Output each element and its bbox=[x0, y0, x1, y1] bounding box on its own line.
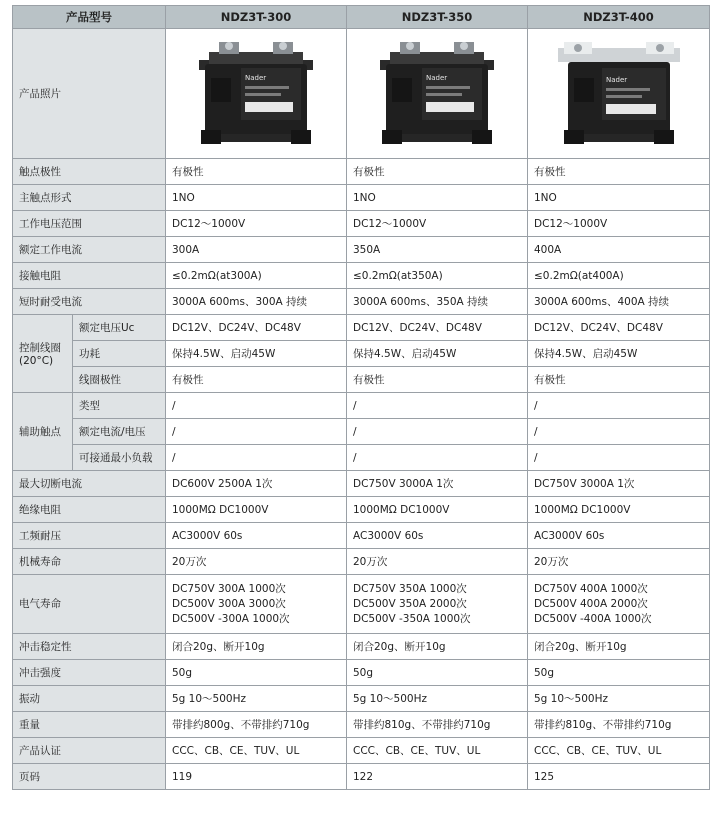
page-number-link[interactable]: 125 bbox=[528, 764, 710, 790]
sub-label: 额定电压Uc bbox=[73, 315, 166, 341]
contactor-photo-icon bbox=[181, 38, 331, 150]
spec-value: DC600V 2500A 1次 bbox=[166, 471, 347, 497]
spec-row bbox=[13, 211, 710, 237]
spec-value: 闭合20g、断开10g bbox=[528, 634, 710, 660]
spec-value: AC3000V 60s bbox=[166, 523, 347, 549]
model-name: NDZ3T-300 bbox=[166, 6, 347, 29]
row-label: 短时耐受电流 bbox=[13, 289, 166, 315]
brand-label: Nader bbox=[245, 73, 267, 82]
spec-value: / bbox=[166, 445, 347, 471]
spec-row bbox=[13, 686, 710, 712]
spec-value: 有极性 bbox=[347, 159, 528, 185]
row-label: 主触点形式 bbox=[13, 185, 166, 211]
spec-value: 有极性 bbox=[166, 159, 347, 185]
spec-line: DC500V -350A 1000次 bbox=[353, 612, 471, 625]
spec-value: / bbox=[528, 393, 710, 419]
row-label: 产品照片 bbox=[13, 29, 166, 159]
aux-row bbox=[13, 445, 710, 471]
header-title: 产品型号 bbox=[13, 6, 166, 29]
spec-table bbox=[12, 5, 710, 790]
spec-value: ≤0.2mΩ(at350A) bbox=[347, 263, 528, 289]
row-label: 产品认证 bbox=[13, 738, 166, 764]
coil-label-line: 控制线圈 bbox=[19, 342, 61, 354]
contactor-photo-icon bbox=[544, 38, 694, 150]
spec-value: CCC、CB、CE、TUV、UL bbox=[166, 738, 347, 764]
row-label: 触点极性 bbox=[13, 159, 166, 185]
spec-line: DC500V 400A 2000次 bbox=[534, 597, 648, 610]
row-label: 重量 bbox=[13, 712, 166, 738]
spec-line: DC500V -300A 1000次 bbox=[172, 612, 290, 625]
spec-value: DC12～1000V bbox=[347, 211, 528, 237]
spec-value: 5g 10～500Hz bbox=[528, 686, 710, 712]
page-number-link[interactable]: 122 bbox=[347, 764, 528, 790]
spec-value: 20万次 bbox=[528, 549, 710, 575]
spec-value-multi bbox=[347, 575, 528, 634]
spec-value: 闭合20g、断开10g bbox=[347, 634, 528, 660]
photo-row bbox=[13, 29, 710, 159]
spec-value: 50g bbox=[347, 660, 528, 686]
spec-value: ≤0.2mΩ(at300A) bbox=[166, 263, 347, 289]
spec-value: 3000A 600ms、400A 持续 bbox=[528, 289, 710, 315]
spec-value: / bbox=[347, 419, 528, 445]
spec-value: 50g bbox=[528, 660, 710, 686]
spec-value: 有极性 bbox=[347, 367, 528, 393]
spec-value: / bbox=[528, 445, 710, 471]
spec-value: / bbox=[528, 419, 710, 445]
spec-row bbox=[13, 660, 710, 686]
product-photo bbox=[166, 29, 347, 159]
spec-value: 20万次 bbox=[166, 549, 347, 575]
product-photo bbox=[347, 29, 528, 159]
spec-value: 带排约810g、不带排约710g bbox=[347, 712, 528, 738]
aux-row bbox=[13, 393, 710, 419]
spec-value: 带排约810g、不带排约710g bbox=[528, 712, 710, 738]
spec-value: 有极性 bbox=[166, 367, 347, 393]
spec-row bbox=[13, 471, 710, 497]
spec-row bbox=[13, 549, 710, 575]
sub-label: 功耗 bbox=[73, 341, 166, 367]
spec-value: 1NO bbox=[166, 185, 347, 211]
spec-value: 350A bbox=[347, 237, 528, 263]
spec-value: 1000MΩ DC1000V bbox=[166, 497, 347, 523]
coil-row bbox=[13, 315, 710, 341]
spec-line: DC500V 300A 3000次 bbox=[172, 597, 286, 610]
spec-value: 50g bbox=[166, 660, 347, 686]
contactor-photo-icon bbox=[362, 38, 512, 150]
brand-label: Nader bbox=[605, 75, 627, 84]
spec-value: 保持4.5W、启动45W bbox=[166, 341, 347, 367]
spec-line: DC750V 400A 1000次 bbox=[534, 582, 648, 595]
spec-line: DC500V -400A 1000次 bbox=[534, 612, 652, 625]
row-label: 页码 bbox=[13, 764, 166, 790]
spec-row bbox=[13, 764, 710, 790]
row-label: 工频耐压 bbox=[13, 523, 166, 549]
page-number-link[interactable]: 119 bbox=[166, 764, 347, 790]
spec-value: / bbox=[166, 419, 347, 445]
spec-value: DC12V、DC24V、DC48V bbox=[166, 315, 347, 341]
spec-value: AC3000V 60s bbox=[347, 523, 528, 549]
row-label: 最大切断电流 bbox=[13, 471, 166, 497]
spec-value: CCC、CB、CE、TUV、UL bbox=[528, 738, 710, 764]
spec-value: 300A bbox=[166, 237, 347, 263]
spec-value: 闭合20g、断开10g bbox=[166, 634, 347, 660]
aux-group-label: 辅助触点 bbox=[13, 393, 73, 471]
row-label: 振动 bbox=[13, 686, 166, 712]
spec-value-multi bbox=[166, 575, 347, 634]
spec-row bbox=[13, 185, 710, 211]
row-label: 电气寿命 bbox=[13, 575, 166, 634]
spec-value: 保持4.5W、启动45W bbox=[528, 341, 710, 367]
spec-row bbox=[13, 712, 710, 738]
spec-value: 20万次 bbox=[347, 549, 528, 575]
spec-value: DC12V、DC24V、DC48V bbox=[528, 315, 710, 341]
spec-value: 1NO bbox=[528, 185, 710, 211]
sub-label: 额定电流/电压 bbox=[73, 419, 166, 445]
coil-row bbox=[13, 367, 710, 393]
spec-value: 3000A 600ms、300A 持续 bbox=[166, 289, 347, 315]
coil-label-line: (20°C) bbox=[19, 355, 54, 367]
coil-group-label bbox=[13, 315, 73, 393]
spec-row bbox=[13, 497, 710, 523]
spec-value: 400A bbox=[528, 237, 710, 263]
spec-value-multi bbox=[528, 575, 710, 634]
spec-line: DC500V 350A 2000次 bbox=[353, 597, 467, 610]
row-label: 绝缘电阻 bbox=[13, 497, 166, 523]
product-photo bbox=[528, 29, 710, 159]
spec-row bbox=[13, 159, 710, 185]
spec-value: 1000MΩ DC1000V bbox=[347, 497, 528, 523]
spec-value: DC750V 3000A 1次 bbox=[528, 471, 710, 497]
spec-value: 有极性 bbox=[528, 159, 710, 185]
aux-row bbox=[13, 419, 710, 445]
spec-row bbox=[13, 523, 710, 549]
spec-line: DC750V 350A 1000次 bbox=[353, 582, 467, 595]
electrical-row bbox=[13, 575, 710, 634]
spec-value: 带排约800g、不带排约710g bbox=[166, 712, 347, 738]
sub-label: 线圈极性 bbox=[73, 367, 166, 393]
row-label: 接触电阻 bbox=[13, 263, 166, 289]
spec-row bbox=[13, 237, 710, 263]
spec-value: DC12～1000V bbox=[528, 211, 710, 237]
spec-value: / bbox=[347, 445, 528, 471]
row-label: 额定工作电流 bbox=[13, 237, 166, 263]
spec-value: 5g 10～500Hz bbox=[347, 686, 528, 712]
spec-value: / bbox=[166, 393, 347, 419]
spec-value: 5g 10～500Hz bbox=[166, 686, 347, 712]
model-name: NDZ3T-350 bbox=[347, 6, 528, 29]
spec-value: 1NO bbox=[347, 185, 528, 211]
sub-label: 可接通最小负载 bbox=[73, 445, 166, 471]
spec-line: DC750V 300A 1000次 bbox=[172, 582, 286, 595]
spec-value: AC3000V 60s bbox=[528, 523, 710, 549]
brand-label: Nader bbox=[426, 73, 448, 82]
row-label: 冲击强度 bbox=[13, 660, 166, 686]
coil-row bbox=[13, 341, 710, 367]
spec-value: ≤0.2mΩ(at400A) bbox=[528, 263, 710, 289]
spec-value: DC12～1000V bbox=[166, 211, 347, 237]
row-label: 工作电压范围 bbox=[13, 211, 166, 237]
sub-label: 类型 bbox=[73, 393, 166, 419]
row-label: 机械寿命 bbox=[13, 549, 166, 575]
spec-value: 1000MΩ DC1000V bbox=[528, 497, 710, 523]
spec-row bbox=[13, 289, 710, 315]
spec-value: DC12V、DC24V、DC48V bbox=[347, 315, 528, 341]
spec-value: / bbox=[347, 393, 528, 419]
spec-value: 保持4.5W、启动45W bbox=[347, 341, 528, 367]
spec-row bbox=[13, 738, 710, 764]
spec-value: DC750V 3000A 1次 bbox=[347, 471, 528, 497]
model-name: NDZ3T-400 bbox=[528, 6, 710, 29]
row-label: 冲击稳定性 bbox=[13, 634, 166, 660]
spec-row bbox=[13, 634, 710, 660]
spec-value: 有极性 bbox=[528, 367, 710, 393]
spec-row bbox=[13, 263, 710, 289]
header-row bbox=[13, 6, 710, 29]
spec-value: 3000A 600ms、350A 持续 bbox=[347, 289, 528, 315]
spec-value: CCC、CB、CE、TUV、UL bbox=[347, 738, 528, 764]
